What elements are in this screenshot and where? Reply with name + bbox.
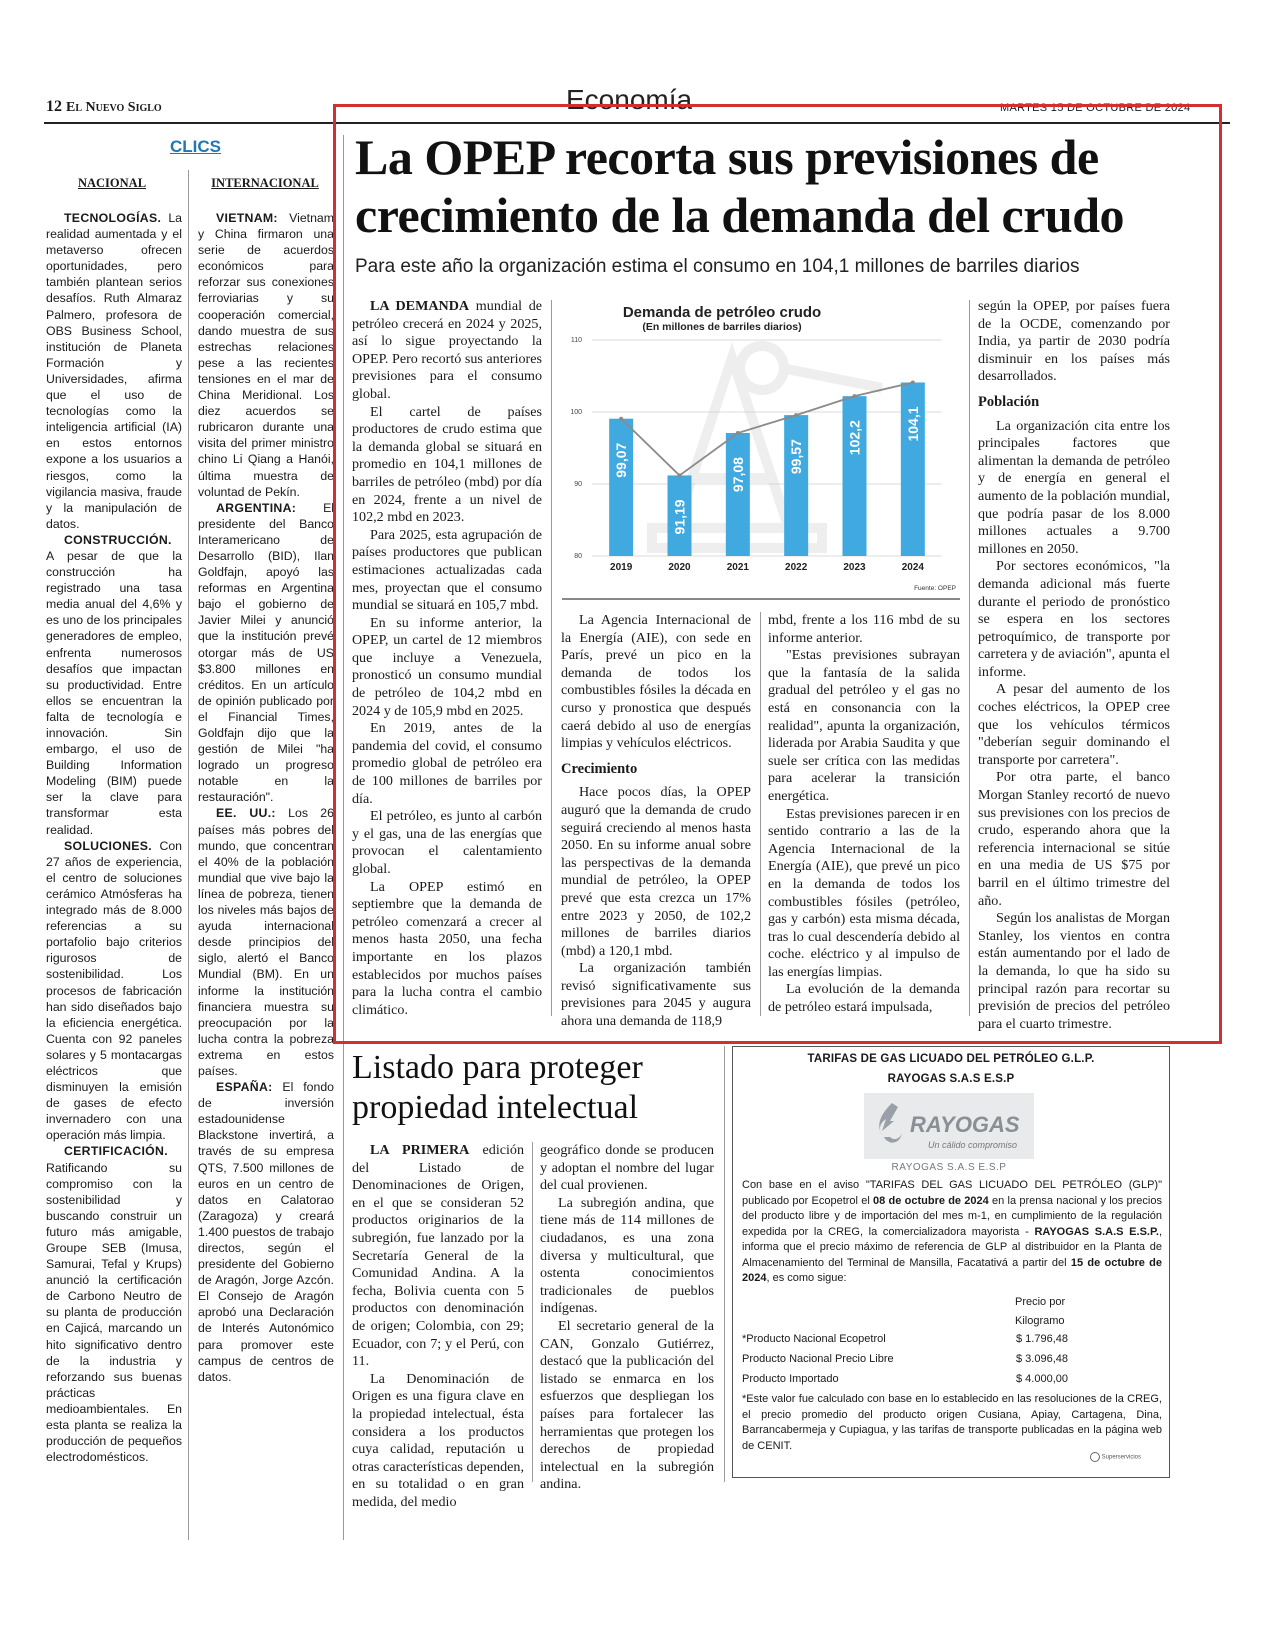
article-paragraph (978, 418, 1170, 559)
paragraph-text: La subregión andina, que tiene más de 114 millones de ciudadanos, es una zona diversa y multicultural, que ostenta conocimientos tradicionales de pueblos indígenas. (540, 1194, 714, 1317)
ad-company-title: RAYOGAS S.A.S E.S.P (887, 1073, 1015, 1085)
paragraph-text: El petróleo, es junto al carbón y el gas, una de las energías que provocan el calentamiento global. (352, 808, 542, 877)
ad-title: TARIFAS DE GAS LICUADO DEL PETRÓLEO G.L.P. (807, 1053, 1095, 1065)
chart-trend-point (619, 417, 623, 421)
article-paragraph (978, 558, 1170, 681)
paragraph-text: La Denominación de Origen es una figura clave en la propiedad intelectual, ésta considera a los productos cuya calidad, reputación u otras características dependen, en su totalidad o en gran medida, del medio (352, 1370, 524, 1510)
nacional-briefs (46, 210, 182, 1465)
chart-data-label: 99,07 (613, 442, 630, 478)
chart-bar (726, 433, 750, 556)
article-paragraph (352, 527, 542, 615)
paragraph-text: A pesar del aumento de los coches eléctricos, la OPEP cree que los vehículos térmicos "deberían seguir dominando el transporte por carretera". (978, 681, 1170, 768)
paragraph-text: En 2019, antes de la pandemia del covid, el consumo promedio global de petróleo era de 100 millones de barriles por día. (352, 720, 542, 807)
paragraph-text: El cartel de países productores de crudo estima que la demanda global se situará en promedio en 104,1 millones de barriles de petróleo (mbd) por día en 2024, frente a un nivel de 102,2 mbd en 2023. (352, 403, 542, 526)
brief-kicker: VIETNAM: (216, 211, 278, 225)
ad-body-part: en la prensa nacional y los precios del producto libre y de importación del mes m-1, en cumplimiento de la regulación expedida por la CREG, la comercializadora mayorista - (742, 1194, 1162, 1238)
paragraph-text: Hace pocos días, la OPEP auguró que la demanda de crudo seguirá creciendo al menos hasta 2050. En su informe anual sobre las perspectivas de la demanda mundial de petróleo, la OPEP prevé que esta crezca un 17% entre 2023 y 2050, de 102,2 millones de barriles diarios (mbd) a 120,1 mbd. (561, 784, 751, 959)
chart-trend-point (678, 473, 682, 477)
article-paragraph (978, 298, 1170, 386)
chart-trend-point (794, 413, 798, 417)
chart-ytick-label: 100 (570, 409, 582, 416)
page-number: 12 (46, 98, 62, 115)
article-column-2 (561, 612, 751, 1031)
article-paragraph (978, 681, 1170, 769)
ad-body-text (742, 1178, 1162, 1287)
paragraph-text: Por otra parte, el banco Morgan Stanley recortó de nuevo sus previsiones con los precios de crudo, esperando ahora que la referencia internacional se sitúe en una media de US $75 por barril en el último trimestre del año. (978, 769, 1170, 909)
superservicios-label: Superservicios (1101, 1454, 1142, 1461)
article-paragraph (768, 806, 960, 982)
chart-xtick-label: 2021 (726, 562, 749, 573)
article-subheading: Población (978, 393, 1040, 410)
article-subhead: Para este año la organización estima el consumo en 104,1 millones de barriles diarios (355, 256, 1080, 277)
brief-item (198, 210, 334, 500)
section-title: Economía (566, 84, 693, 115)
brief-kicker: TECNOLOGÍAS. (64, 211, 162, 225)
chart-trend-point (911, 380, 915, 384)
lead-in: LA PRIMERA (370, 1142, 470, 1158)
ad-body-date: 08 de octubre de 2024 (873, 1194, 989, 1207)
brief-kicker: ARGENTINA: (216, 500, 297, 515)
article-paragraph (540, 1142, 714, 1195)
paragraph-text: "Estas previsiones subrayan que la fantasía de la salida gradual del petróleo y el gas no está en consonancia con la realidad", apunta la organización, liderada por Arabia Saudita y que suele ser crítica con las medidas para acelerar la transición energética. (768, 647, 960, 804)
column-divider (760, 612, 761, 1016)
flame-bolt-icon (870, 1101, 910, 1151)
article-subheading: Crecimiento (561, 760, 638, 777)
price-value: $ 3.096,48 (1016, 1353, 1068, 1365)
price-header-line: Precio por (1015, 1296, 1066, 1308)
paragraph-text: edición del Listado de Denominaciones de Origen, en el que se consideran 52 productos originarios de la subregión, fue lanzado por la Secretaría General de la Comunidad Andina. A la fecha, Bolivia cuenta con 5 productos con denominación de origen; Colombia, con 29; Ecuador, con 7; y el Perú, con 11. (352, 1142, 524, 1370)
paragraph-text: El fondo de inversión estadounidense Blackstone invertirá, a través de su empresa QTS, 7.500 millones de euros en un centro de datos en Calatorao (Zaragoza) y creará 1.400 puestos de trabajo directos, según el presidente del Gobierno de Aragón, Jorge Azcón. El Consejo de Aragón aprobó una Declaración de Interés Autonómico para promover este campus de centros de datos. (198, 1080, 335, 1384)
ad-body-part: Con base en el aviso "TARIFAS DEL GAS LICUADO DEL PETRÓLEO (GLP)" publicado por Ecopetrol el (742, 1179, 1162, 1207)
article-paragraph (978, 769, 1170, 910)
paragraph-text: Según los analistas de Morgan Stanley, los vientos en contra están aumentando por el lado de la demanda, lo que ha sido su principal razón para recortar su previsión de precios del petróleo para el cuarto trimestre. (978, 910, 1170, 1032)
article-paragraph (352, 298, 542, 404)
paragraph-text: La realidad aumentada y el metaverso ofrecen oportunidades, pero también plantean serios desafíos. Ruth Almaraz Palmero, profesora de OBS Business School, institución de Planeta Formación y Universidades, afirma que el uso de tecnologías como la inteligencia artificial (IA) en estos entornos expone a los usuarios a riesgos, como la vigilancia masiva, fraude y la manipulación de datos. (46, 211, 182, 531)
paragraph-text: geográfico donde se producen y adoptan el nombre del lugar del cual provienen. (540, 1142, 714, 1194)
chart-bar (609, 419, 633, 556)
price-value: $ 4.000,00 (1016, 1373, 1068, 1385)
article-paragraph (561, 612, 751, 753)
chart-data-label: 102,2 (846, 420, 863, 456)
article-paragraph (978, 910, 1170, 1033)
second-article-headline: Listado para proteger propiedad intelectual (352, 1049, 643, 1126)
ad-company-name: RAYOGAS S.A.S E.S.P (891, 1162, 1007, 1173)
superservicios-icon (1090, 1452, 1100, 1462)
chart-data-label: 99,57 (788, 439, 805, 475)
brief-item (198, 500, 334, 806)
paragraph-text: Para 2025, esta agrupación de países productores que publican estimaciones actualizadas cada mes, proyectan que el consumo mundial se situará en 105,7 mbd. (352, 526, 542, 614)
article-paragraph (352, 808, 542, 878)
article-paragraph (561, 960, 751, 1030)
second-article-column-1 (352, 1142, 524, 1511)
chart-data-label: 97,08 (729, 457, 746, 493)
chart-bar (843, 396, 867, 556)
chart-bar (784, 415, 808, 556)
logo-tagline: Un cálido compromiso (928, 1140, 1018, 1150)
second-article-column-2 (540, 1142, 714, 1494)
ad-body-company: RAYOGAS S.A.S E.S.P. (1034, 1225, 1159, 1238)
article-paragraph (768, 981, 960, 1016)
paragraph-text: Los 26 países más pobres del mundo, que concentran el 40% de la población mundial que vive bajo la línea de pobreza, tienen los niveles más bajos de ayuda internacional desde principios del siglo, alertó el Banco Mundial (BM). En un informe la institución financiera muestra su preocupación por la lucha contra la pobreza extrema en estos países. (198, 806, 334, 1078)
price-name: Producto Nacional Precio Libre (742, 1353, 894, 1365)
article-paragraph (768, 612, 960, 647)
oil-demand-chart (562, 298, 960, 596)
paragraph-text: El secretario general de la CAN, Gonzalo Gutiérrez, destacó que la publicación del listado se enmarca en los esfuerzos que despliegan los países para fortalecer las herramientas que protegen los derechos de propiedad intelectual en la subregión andina. (540, 1317, 714, 1493)
paragraph-text: según la OPEP, por países fuera de la OCDE, comenzando por India, ya partir de 2030 podría disminuir en los países más desarrollados. (978, 298, 1170, 385)
brief-item (46, 838, 182, 1144)
paragraph-text: La organización cita entre los principales factores que alimentan la demanda de petróleo y de energía en general el aumento de la población mundial, que podría pasar de los 8.000 millones actuales a 9.700 millones en 2050. (978, 417, 1170, 557)
ad-body-part: , informa que el precio máximo de referencia de GLP al distribuidor en la Planta de Almacenamiento del Terminal de Mansilla, Facatativá a partir del (742, 1225, 1162, 1269)
chart-ytick-label: 90 (574, 481, 582, 488)
internacional-heading: INTERNACIONAL (211, 176, 319, 190)
article-paragraph (352, 404, 542, 527)
nacional-heading: NACIONAL (77, 176, 147, 190)
article-paragraph (768, 647, 960, 805)
brief-kicker: SOLUCIONES. (64, 838, 153, 853)
publication-date: MARTES 15 DE OCTUBRE DE 2024 (1000, 102, 1191, 114)
chart-xtick-label: 2022 (785, 562, 808, 573)
article-headline: La OPEP recorta sus previsiones de crecimiento de la demanda del crudo (355, 129, 1124, 243)
brief-item (198, 805, 334, 1079)
paragraph-text: mbd, frente a los 116 mbd de su informe anterior. (768, 612, 960, 646)
article-paragraph (352, 720, 542, 808)
lead-in: LA DEMANDA (370, 298, 470, 314)
brief-kicker: CERTIFICACIÓN. (64, 1144, 168, 1159)
chart-source: Fuente: OPEP (914, 585, 956, 592)
chart-xtick-label: 2024 (901, 562, 924, 573)
price-header-line: Kilogramo (1015, 1315, 1065, 1327)
chart-xtick-label: 2020 (668, 562, 691, 573)
paragraph-text: mundial de petróleo crecerá en 2024 y 2025, así lo sigue proyectando la OPEP. Pero recortó sus anteriores previsiones para el consumo global. (352, 298, 543, 402)
price-row (0, 1353, 1275, 1369)
paragraph-text: La organización también revisó significativamente sus previsiones para 2045 y augura ahora una demanda de 118,9 (561, 960, 751, 1030)
paragraph-text: Estas previsiones parecen ir en sentido contrario a las de la Agencia Internacional de la Energía (AIE), que prevé un pico en la demanda de todos los combustibles fósiles (petróleo, gas y carbón) esta misma década, tras lo cual descendería debido al coche. eléctrico y al impulso de las energías limpias. (768, 805, 960, 980)
column-divider (969, 300, 970, 1016)
newspaper-name: El Nuevo Siglo (66, 100, 162, 115)
brief-kicker: CONSTRUCCIÓN. (64, 532, 172, 547)
superservicios-logo (1090, 1452, 1160, 1470)
paragraph-text: La evolución de la demanda de petróleo estará impulsada, (768, 981, 960, 1016)
ad-body-part: , es como sigue: (766, 1272, 847, 1284)
paragraph-text: Ratificando su compromiso con la sostenibilidad y buscando construir un futuro más amigable, Groupe SEB (Imusa, Samurai, Tefal y Krups) anunció la certificación de Carbono Neutro de su planta de producción en Cajicá, marcando un hito significativo dentro de la industria y reforzando sus buenas prácticas medioambientales. En esta planta se realiza la producción de pequeños electrodomésticos. (46, 1160, 182, 1465)
chart-trend-point (736, 431, 740, 435)
article-column-4 (978, 298, 1170, 1033)
paragraph-text: A pesar de que la construcción ha registrado una tasa media anual del 4,6% y es uno de los principales generadores de empleo, enfrenta numerosos desafíos que impactan su productividad. Entre ellos se encuentran la falta de tecnología e innovación. Sin embargo, el uso de Building Information Modeling (BIM) puede ser la clave para transformar esta realidad. (46, 548, 182, 837)
paragraph-text: En su informe anterior, la OPEP, un cartel de 12 miembros que incluye a Venezuela, pronosticó un consumo mundial de petróleo de 104,2 mbd en 2024 y de 105,9 mbd en 2025. (352, 614, 542, 719)
paragraph-text: Vietnam y China firmaron una serie de acuerdos económicos para reforzar sus conexiones ferroviarias y su cooperación comercial, dando muestra de sus estrechas relaciones pese a las recientes tensiones en el mar de China Meridional. Los diez acuerdos se rubricaron durante una visita del primer ministro chino Li Qiang a Hanói, última muestra de voluntad de Pekín. (198, 211, 334, 499)
paragraph-text: El presidente del Banco Interamericano de Desarrollo (BID), Ilan Goldfajn, apoyó las reformas en Argentina bajo el gobierno de Javier Milei y anunció que la institución prevé otorgar más de US $3.800 millones en créditos. En un artículo de opinión publicado por el Financial Times, Goldfajn dijo que la gestión de Milei "ha logrado un progreso notable en la restauración". (198, 500, 334, 805)
chart-xtick-label: 2019 (610, 562, 633, 573)
price-row (0, 1373, 1275, 1389)
brief-kicker: ESPAÑA: (216, 1080, 273, 1095)
column-divider (532, 1142, 533, 1482)
article-paragraph (352, 879, 542, 1020)
price-value: $ 1.796,48 (1016, 1333, 1068, 1345)
article-paragraph (352, 1371, 524, 1512)
chart-data-label: 91,19 (671, 499, 688, 535)
chart-trend-point (853, 394, 857, 398)
clics-title: CLICS (170, 137, 221, 156)
price-header (1015, 1293, 1095, 1331)
chart-title: Demanda de petróleo crudo (622, 304, 822, 321)
paragraph-text: Por sectores económicos, "la demanda adicional más fuerte durante el periodo de pronóstico se espera en los sectores petroquímico, de transporte por carretera y de aviación", apunta el informe. (978, 558, 1170, 680)
chart-xtick-label: 2023 (843, 562, 866, 573)
paragraph-text: La Agencia Internacional de la Energía (AIE), con sede en París, prevé un pico en la demanda de todos los combustibles fósiles la década en curso y pronostica que después caerá debido al uso de energías limpias y vehículos eléctricos. (561, 612, 751, 752)
article-paragraph (540, 1195, 714, 1318)
brief-kicker: EE. UU.: (216, 806, 276, 821)
chart-subtitle: (En millones de barriles diarios) (642, 321, 802, 333)
price-name: Producto Importado (742, 1373, 839, 1385)
price-row (0, 1333, 1275, 1349)
ad-footnote: *Este valor fue calculado con base en lo establecido en las resoluciones de la CREG, el precio promedio del producto origen Cusiana, Apiay, Cartagena, Dina, Barrancabermeja y Cupiagua, y las tarifas de transporte publicadas en la página web de CENIT. (742, 1393, 1162, 1452)
price-name: *Producto Nacional Ecopetrol (742, 1333, 886, 1345)
article-paragraph (561, 784, 751, 960)
chart-ytick-label: 110 (570, 337, 582, 344)
paragraph-text: Con 27 años de experiencia, el centro de soluciones cerámico Atmósferas ha integrado más de 8.000 referencias a su portafolio bajo criterios rigurosos de sostenibilidad. Los procesos de fabricación han sido diseñados bajo la eficiencia energética. Cuenta con 92 paneles solares y 5 montacargas eléctricos que disminuyen la emisión de gases de efecto invernadero con una operación más limpia. (46, 838, 182, 1143)
article-column-3 (768, 612, 960, 1017)
brief-item (46, 532, 182, 838)
brief-item (46, 210, 182, 532)
paragraph-text: La OPEP estimó en septiembre que la demanda de petróleo comenzará a crecer al menos hasta 2050, una fecha importante en los plazos establecidos por muchos países para la lucha contra el cambio climático. (352, 878, 542, 1018)
column-divider (551, 300, 552, 1016)
chart-data-label: 104,1 (904, 406, 921, 442)
internacional-briefs (198, 210, 334, 1385)
column-divider (724, 1046, 725, 1482)
article-paragraph (352, 615, 542, 721)
chart-ytick-label: 80 (574, 553, 582, 560)
logo-brand-text: RAYOGAS (910, 1112, 1020, 1137)
brief-item (46, 1143, 182, 1465)
ad-body-date: 15 de octubre de 2024 (742, 1256, 1163, 1284)
chart-bottom-rule (562, 598, 960, 600)
article-column-1 (352, 298, 542, 1019)
